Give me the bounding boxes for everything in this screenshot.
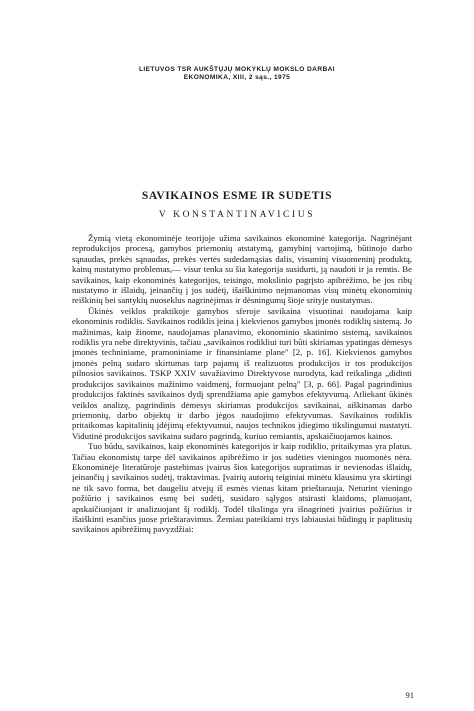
journal-header-line-2: EKONOMIKA, XIII, 2 sąs., 1975 [183,74,291,82]
journal-header [0,66,474,82]
paragraph-3: Tuo būdu, savikainos, kaip ekonominės kategorijos ir kaip rodiklio, pritaikymas yra platus. Tačiau ekonomistų tarpe dėl savikainos apibrėžimo ir jos sudėties vieningos nuomonės nėra. Ekonominėje literatūroje pastebimas įvairus šios kategorijos supratimas ir nevienodas išlaidų, įeinančių į savikainos sudėtį, traktavimas. Įvairių autorių teiginiai minėtu klausimu yra skirtingi ne tik savo forma, bet daugeliu atvejų iš esmės vienas kitam prieštarauja. Neturint vieningo požiūrio į savikainos esmę bei sudėtį, susidaro sąlygos atsirasti klaidoms, planuojant, apskaičiuojant ir analizuojant šį rodiklį. Todėl tikslinga yra išnagrinėti įvairius požiūrius ir išaiškinti esančius juose prieštaravimus. Žemiau pateikiami trys labiausiai būdingų ir paplitusių savikainos apibrėžimų pavyzdžiai: [72,441,412,535]
article-title: SAVIKAINOS ESME IR SUDETIS [141,190,333,202]
paragraph-2: Ūkinės veiklos praktikoje gamybos sferoje savikaina visuotinai naudojama kaip ekonominis rodiklis. Savikainos rodiklis įeina į kiekvienos gamybos įmonės rodiklių sistemą. Jo mažinimas, kaip žinome, naudojamas planavimo, ekonominio skatinimo sistemą, savikainos rodiklis yra nebe direktyvinis, tačiau „savikainos rodikliui turi būti skiriamas ypatingas dėmesys įmonės techniniame, pramoniniame ir finansiniame plane" [2, p. 16]. Kiekvienos gamybos įmonės pelną sudaro skirtumas tarp pajamų iš realizuotos produkcijos ir tos produkcijos pilnosios savikainos. TSKP XXIV suvažiavimo Direktyvose nurodyta, kad reikalinga „didinti produkcijos savikainos mažinimo vaidmenį, formuojant pelną" [3, p. 66]. Pagal pagrindinius produkcijos faktinės savikainos dydį sprendžiama apie gamybos efektyvumą. Atliekant ūkinės veiklos analizę, pagrindinis dėmesys skiriamas produkcijos savikainai, aiškinamas darbo priemonių, darbo objektų ir darbo jėgos naudojimo efektyvumas. Savikainos rodiklis pritaikomas kapitalinių įdėjimų efektyvumui, naujos technikos įdiegimo tikslingumui nustatyti. Vidutinė produkcijos savikaina sudaro pagrindą, kuriuo remiantis, apskaičiuojamos kainos. [72,305,412,441]
article-body [72,233,412,535]
journal-header-line-1: LIETUVOS TSR AUKŠTŲJŲ MOKYKLŲ MOKSLO DARBAI [138,66,336,73]
article-author: V KONSTANTINAVICIUS [158,210,316,220]
page-number: 91 [405,690,414,700]
paragraph-1: Žymią vietą ekonominėje teorijoje užima savikainos ekonominė kategorija. Nagrinėjant reprodukcijos procesą, gamybos priemonių atstatymą, gamybinį vartojimą, būtinojo darbo sąnaudas, prekės sąnaudas, prekės vertės sudedamąsias dalis, visuminį visuomeninį produktą, kainų nustatymo problemas,— visur tenka su šia kategorija susidurti, ją naudoti ir ja remtis. Be savikainos, kaip ekonominės kategorijos, teisingo, mokslinio pagrįsto apibrėžimo, be jos ribų nustatymo ir išlaidų, įeinančių į jos sudėtį, išaiškinimo neįmanomas visų minėtų ekonominių reiškinių bei santykių nuoseklus nagrinėjimas ir dėsningumų šioje srityje nustatymas. [72,233,412,306]
